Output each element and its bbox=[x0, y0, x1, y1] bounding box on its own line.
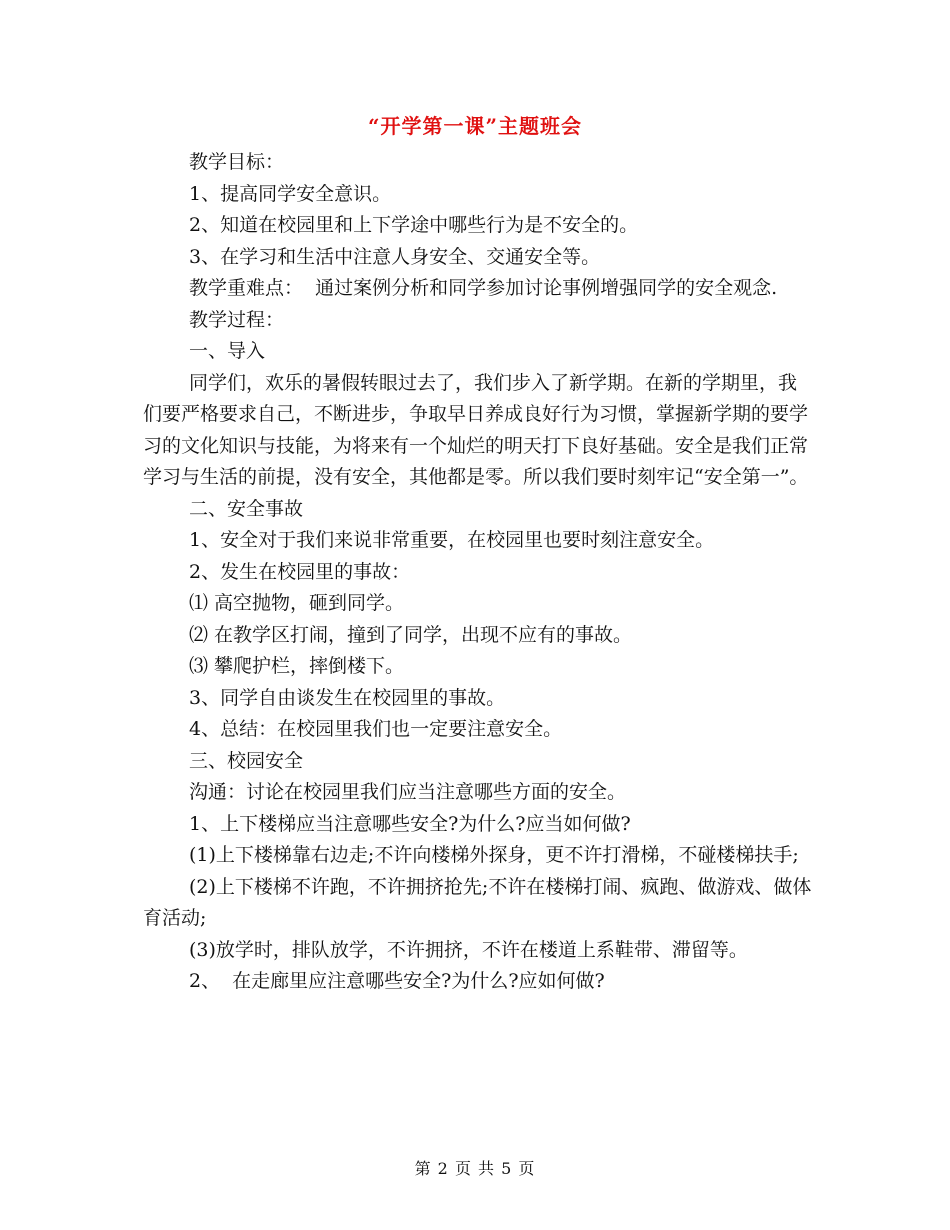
paragraph: 同学们，欢乐的暑假转眼过去了，我们步入了新学期。在新的学期里，我们要严格要求自己，不断进步，争取早日养成良好行为习惯，掌握新学期的要学习的文化知识与技能，为将来有一个灿烂的明天打下良好基础。安全是我们正常学习与生活的前提，没有安全，其他都是零。所以我们要时刻牢记“安全第一”。 bbox=[143, 371, 809, 488]
paragraph: 三、校园安全 bbox=[189, 749, 304, 772]
paragraph: 1、安全对于我们来说非常重要，在校园里也要时刻注意安全。 bbox=[189, 529, 715, 551]
paragraph: 1、提高同学安全意识。 bbox=[189, 182, 392, 205]
page-footer: 第 2 页 共 5 页 bbox=[414, 1159, 536, 1178]
paragraph: 教学过程： bbox=[189, 308, 285, 331]
paragraph: 3、在学习和生活中注意人身安全、交通安全等。 bbox=[189, 245, 601, 268]
paragraph: 2、发生在校园里的事故： bbox=[189, 560, 411, 583]
paragraph: (3)放学时，排队放学，不许拥挤，不许在楼道上系鞋带、滞留等。 bbox=[189, 938, 748, 961]
paragraph: (2)上下楼梯不许跑，不许拥挤抢先;不许在楼梯打闹、疯跑、做游戏、做体育活动; bbox=[143, 875, 812, 929]
paragraph: 3、同学自由谈发生在校园里的事故。 bbox=[189, 686, 506, 709]
paragraph: ⑶ 攀爬护栏，摔倒楼下。 bbox=[189, 655, 405, 677]
paragraph: ⑴ 高空抛物，砸到同学。 bbox=[189, 592, 405, 614]
paragraph: 4、总结：在校园里我们也一定要注意安全。 bbox=[189, 718, 563, 740]
paragraph: 一、导入 bbox=[189, 340, 266, 362]
paragraph: 沟通：讨论在校园里我们应当注意哪些方面的安全。 bbox=[189, 781, 627, 803]
document-title: “开学第一课”主题班会 bbox=[367, 114, 582, 138]
paragraph: ⑵ 在教学区打闹，撞到了同学，出现不应有的事故。 bbox=[189, 623, 633, 646]
paragraph: 1、上下楼梯应当注意哪些安全?为什么?应当如何做? bbox=[189, 812, 631, 835]
paragraph: 2、 在走廊里应注意哪些安全?为什么?应如何做? bbox=[189, 970, 605, 992]
paragraph: 二、安全事故 bbox=[189, 497, 304, 520]
paragraph: 教学目标： bbox=[189, 151, 285, 173]
document-body bbox=[143, 147, 813, 998]
paragraph: 教学重难点： 通过案例分析和同学参加讨论事例增强同学的安全观念. bbox=[189, 277, 778, 299]
paragraph: 2、知道在校园里和上下学途中哪些行为是不安全的。 bbox=[189, 214, 639, 236]
paragraph: (1)上下楼梯靠右边走;不许向楼梯外探身，更不许打滑梯，不碰楼梯扶手; bbox=[189, 844, 799, 866]
